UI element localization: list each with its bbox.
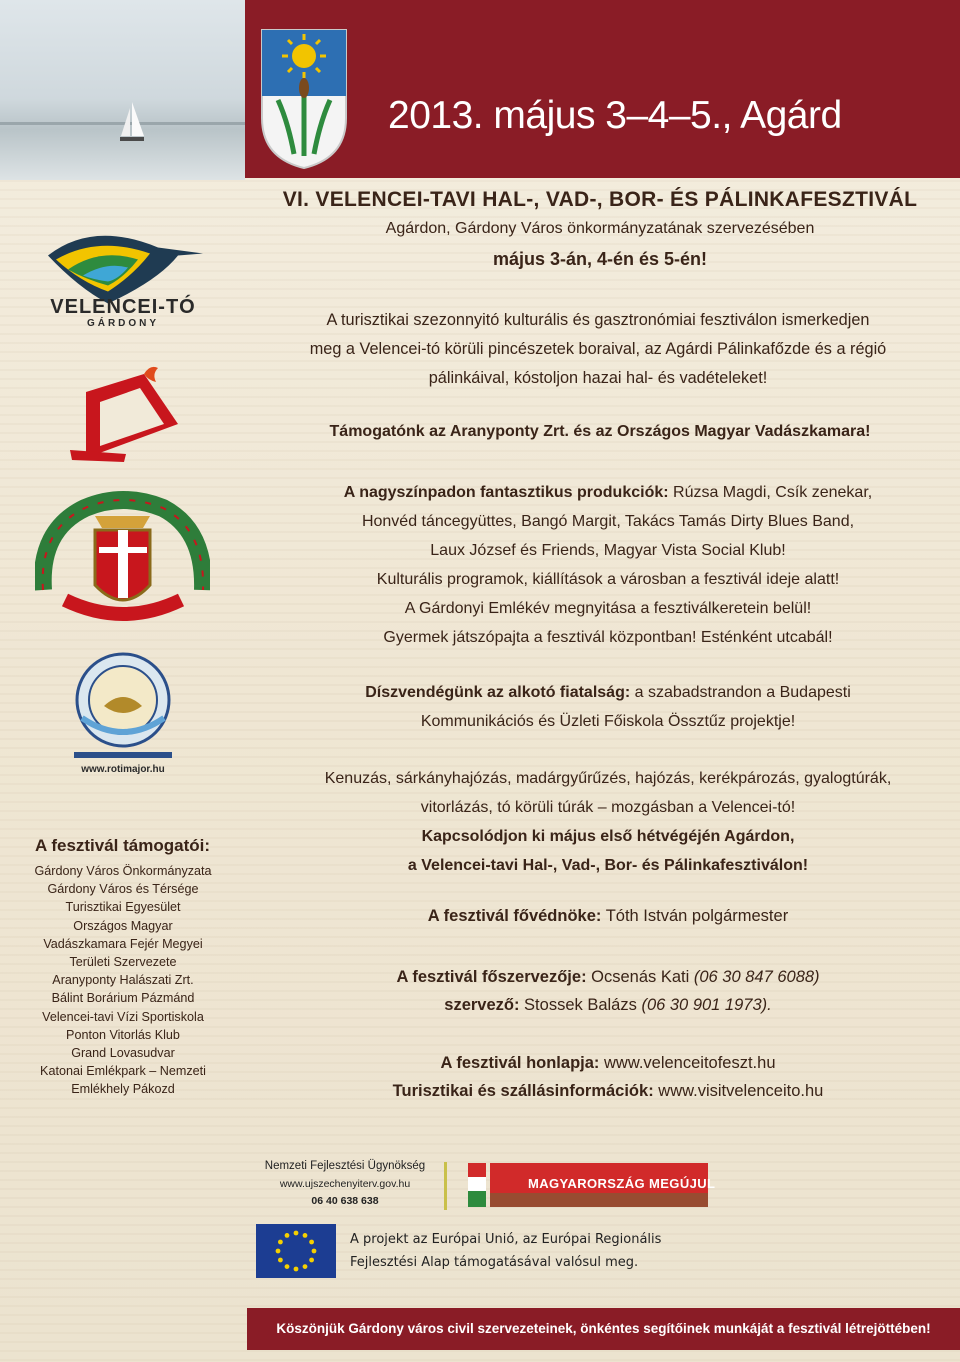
patron-label: A fesztivál fővédnöke:	[427, 907, 602, 925]
fishing-club-logo-icon	[68, 648, 178, 778]
list-item: Vadászkamara Fejér Megyei	[43, 936, 203, 951]
website-label: A fesztivál honlapja:	[440, 1054, 600, 1072]
organizer-phone: (06 30 901 1973).	[636, 996, 772, 1014]
fishing-club-url: www.rotimajor.hu	[81, 764, 165, 775]
intro-line: meg a Velencei-tó körüli pincészetek boraival, az Agárdi Pálinkafőzde és a régió	[309, 340, 887, 358]
list-item: Turisztikai Egyesület	[65, 900, 181, 915]
sponsors-title: A fesztivál támogatói:	[34, 836, 211, 855]
main-organizer-name: Ocsenás Kati	[586, 968, 690, 986]
main-organizer-label: A fesztivál főszervezője:	[396, 968, 587, 986]
organizer-line: Agárdon, Gárdony Város önkormányzatának szervezésében	[385, 220, 815, 237]
list-item: Grand Lovasudvar	[71, 1046, 175, 1061]
nfu-phone: 06 40 638 638	[311, 1195, 379, 1207]
web-block	[268, 1049, 948, 1105]
sailboat-icon	[118, 100, 146, 148]
sports-line: vitorlázás, tó körüli túrák – mozgásban a Velencei-tó!	[420, 799, 796, 816]
list-item: Katonai Emlékpark – Nemzeti	[40, 1064, 206, 1079]
eu-funding-text	[350, 1228, 661, 1274]
website-line	[268, 1049, 948, 1077]
festival-dates: május 3-án, 4-én és 5-én!	[492, 249, 708, 269]
eu-flag-icon	[256, 1224, 336, 1278]
intro-line: A turisztikai szezonnyitó kulturális és gasztronómiai fesztiválon ismerkedjen	[326, 311, 870, 329]
hunting-chamber-logo-icon	[35, 490, 210, 630]
lineup-line: Kulturális programok, kiállítások a városban a fesztivál ideje alatt!	[376, 571, 840, 588]
list-item: Gárdony Város és Térsége	[47, 882, 199, 897]
list-item: Országos Magyar	[73, 918, 173, 933]
organizer-label: szervező:	[444, 996, 520, 1014]
sports-line: Kenuzás, sárkányhajózás, madárgyűrűzés, hajózás, kerékpározás, gyalogtúrák,	[324, 770, 892, 787]
tourism-link[interactable]: www.visitvelenceito.hu	[653, 1082, 824, 1100]
lineup-paragraph	[268, 478, 948, 652]
left-column	[0, 0, 245, 1110]
guest-line	[268, 678, 948, 707]
nfu-url[interactable]: www.ujszechenyiterv.gov.hu	[279, 1178, 411, 1190]
sports-paragraph	[268, 764, 948, 880]
lineup-artists: Rúzsa Magdi, Csík zenekar,	[668, 484, 873, 501]
list-item: Velencei-tavi Vízi Sportiskola	[42, 1009, 204, 1024]
list-item: Bálint Borárium Pázmánd	[51, 991, 195, 1006]
organizer-line	[268, 991, 948, 1019]
eu-line: Fejlesztési Alap támogatásával valósul meg.	[350, 1255, 639, 1270]
main-organizer-line	[268, 963, 948, 991]
website-link[interactable]: www.velenceitofeszt.hu	[599, 1054, 776, 1072]
organizer-name: Stossek Balázs	[519, 996, 637, 1014]
patron-value: Tóth István polgármester	[601, 907, 789, 925]
gardony-crest-icon	[258, 26, 350, 171]
header-band	[245, 0, 960, 178]
guest-paragraph	[268, 678, 948, 736]
festival-title: VI. VELENCEI-TAVI HAL-, VAD-, BOR- ÉS PÁLINKAFESZTIVÁL	[282, 188, 918, 211]
lineup-line: A Gárdonyi Emlékév megnyitása a fesztiválkeretein belül!	[404, 600, 812, 617]
list-item: Aranyponty Halászati Zrt.	[52, 973, 194, 988]
nfu-name: Nemzeti Fejlesztési Ügynökség	[264, 1160, 426, 1172]
lineup-label: A nagyszínpadon fantasztikus produkciók:	[343, 484, 669, 501]
patron-line	[268, 907, 948, 926]
sports-line	[268, 822, 948, 851]
lineup-line: Honvéd táncegyüttes, Bangó Margit, Takács Tamás Dirty Blues Band,	[361, 513, 855, 530]
divider	[444, 1162, 447, 1210]
lineup-line: Laux József és Friends, Magyar Vista Social Klub!	[430, 542, 786, 559]
sports-line	[268, 851, 948, 880]
velencei-to-logo-text: VELENCEI-TÓ	[50, 296, 196, 318]
intro-line: pálinkáival, kóstoljon hazai hal- és vadételeket!	[428, 369, 768, 387]
footer-text: Köszönjük Gárdony város civil szervezeteinek, önkéntes segítőinek munkáját a fesztivál létrejöttében!	[276, 1321, 931, 1336]
distillery-logo-icon	[66, 362, 186, 474]
intro-paragraph	[258, 306, 938, 393]
lake-photo	[0, 0, 245, 180]
organizers-block	[268, 963, 948, 1019]
lineup-line	[268, 478, 948, 507]
list-item: Gárdony Város Önkormányzata	[34, 864, 212, 878]
list-item: Emlékhely Pákozd	[71, 1082, 175, 1097]
supporters-line: Támogatónk az Aranyponty Zrt. és az Országos Magyar Vadászkamara!	[329, 423, 871, 440]
list-item: Ponton Vitorlás Klub	[66, 1027, 180, 1042]
page-title: 2013. május 3–4–5., Agárd	[388, 94, 842, 137]
guest-text: a szabadstrandon a Budapesti	[630, 684, 851, 701]
main-organizer-phone: (06 30 847 6088)	[689, 968, 820, 986]
sports-callout: a Velencei-tavi Hal-, Vad-, Bor- és Pálinkafesztiválon!	[407, 857, 809, 874]
sports-callout: Kapcsolódjon ki május első hétvégéjén Agárdon,	[421, 828, 795, 845]
sponsors-list	[12, 862, 234, 1099]
hungary-renews-label: MAGYARORSZÁG MEGÚJUL	[528, 1176, 716, 1191]
tourism-line	[268, 1077, 948, 1105]
guest-label: Díszvendégünk az alkotó fiatalság:	[365, 684, 631, 701]
lineup-line: Gyermek játszópajta a fesztivál központban! Esténként utcabál!	[383, 629, 833, 646]
gardony-logo-text: GÁRDONY	[86, 318, 160, 329]
list-item: Területi Szervezete	[69, 955, 177, 970]
tourism-label: Turisztikai és szállásinformációk:	[392, 1082, 654, 1100]
guest-line: Kommunikációs és Üzleti Főiskola Össztűz projektje!	[420, 713, 796, 730]
eu-line: A projekt az Európai Unió, az Európai Regionális	[350, 1232, 662, 1247]
nfu-block	[255, 1160, 435, 1207]
